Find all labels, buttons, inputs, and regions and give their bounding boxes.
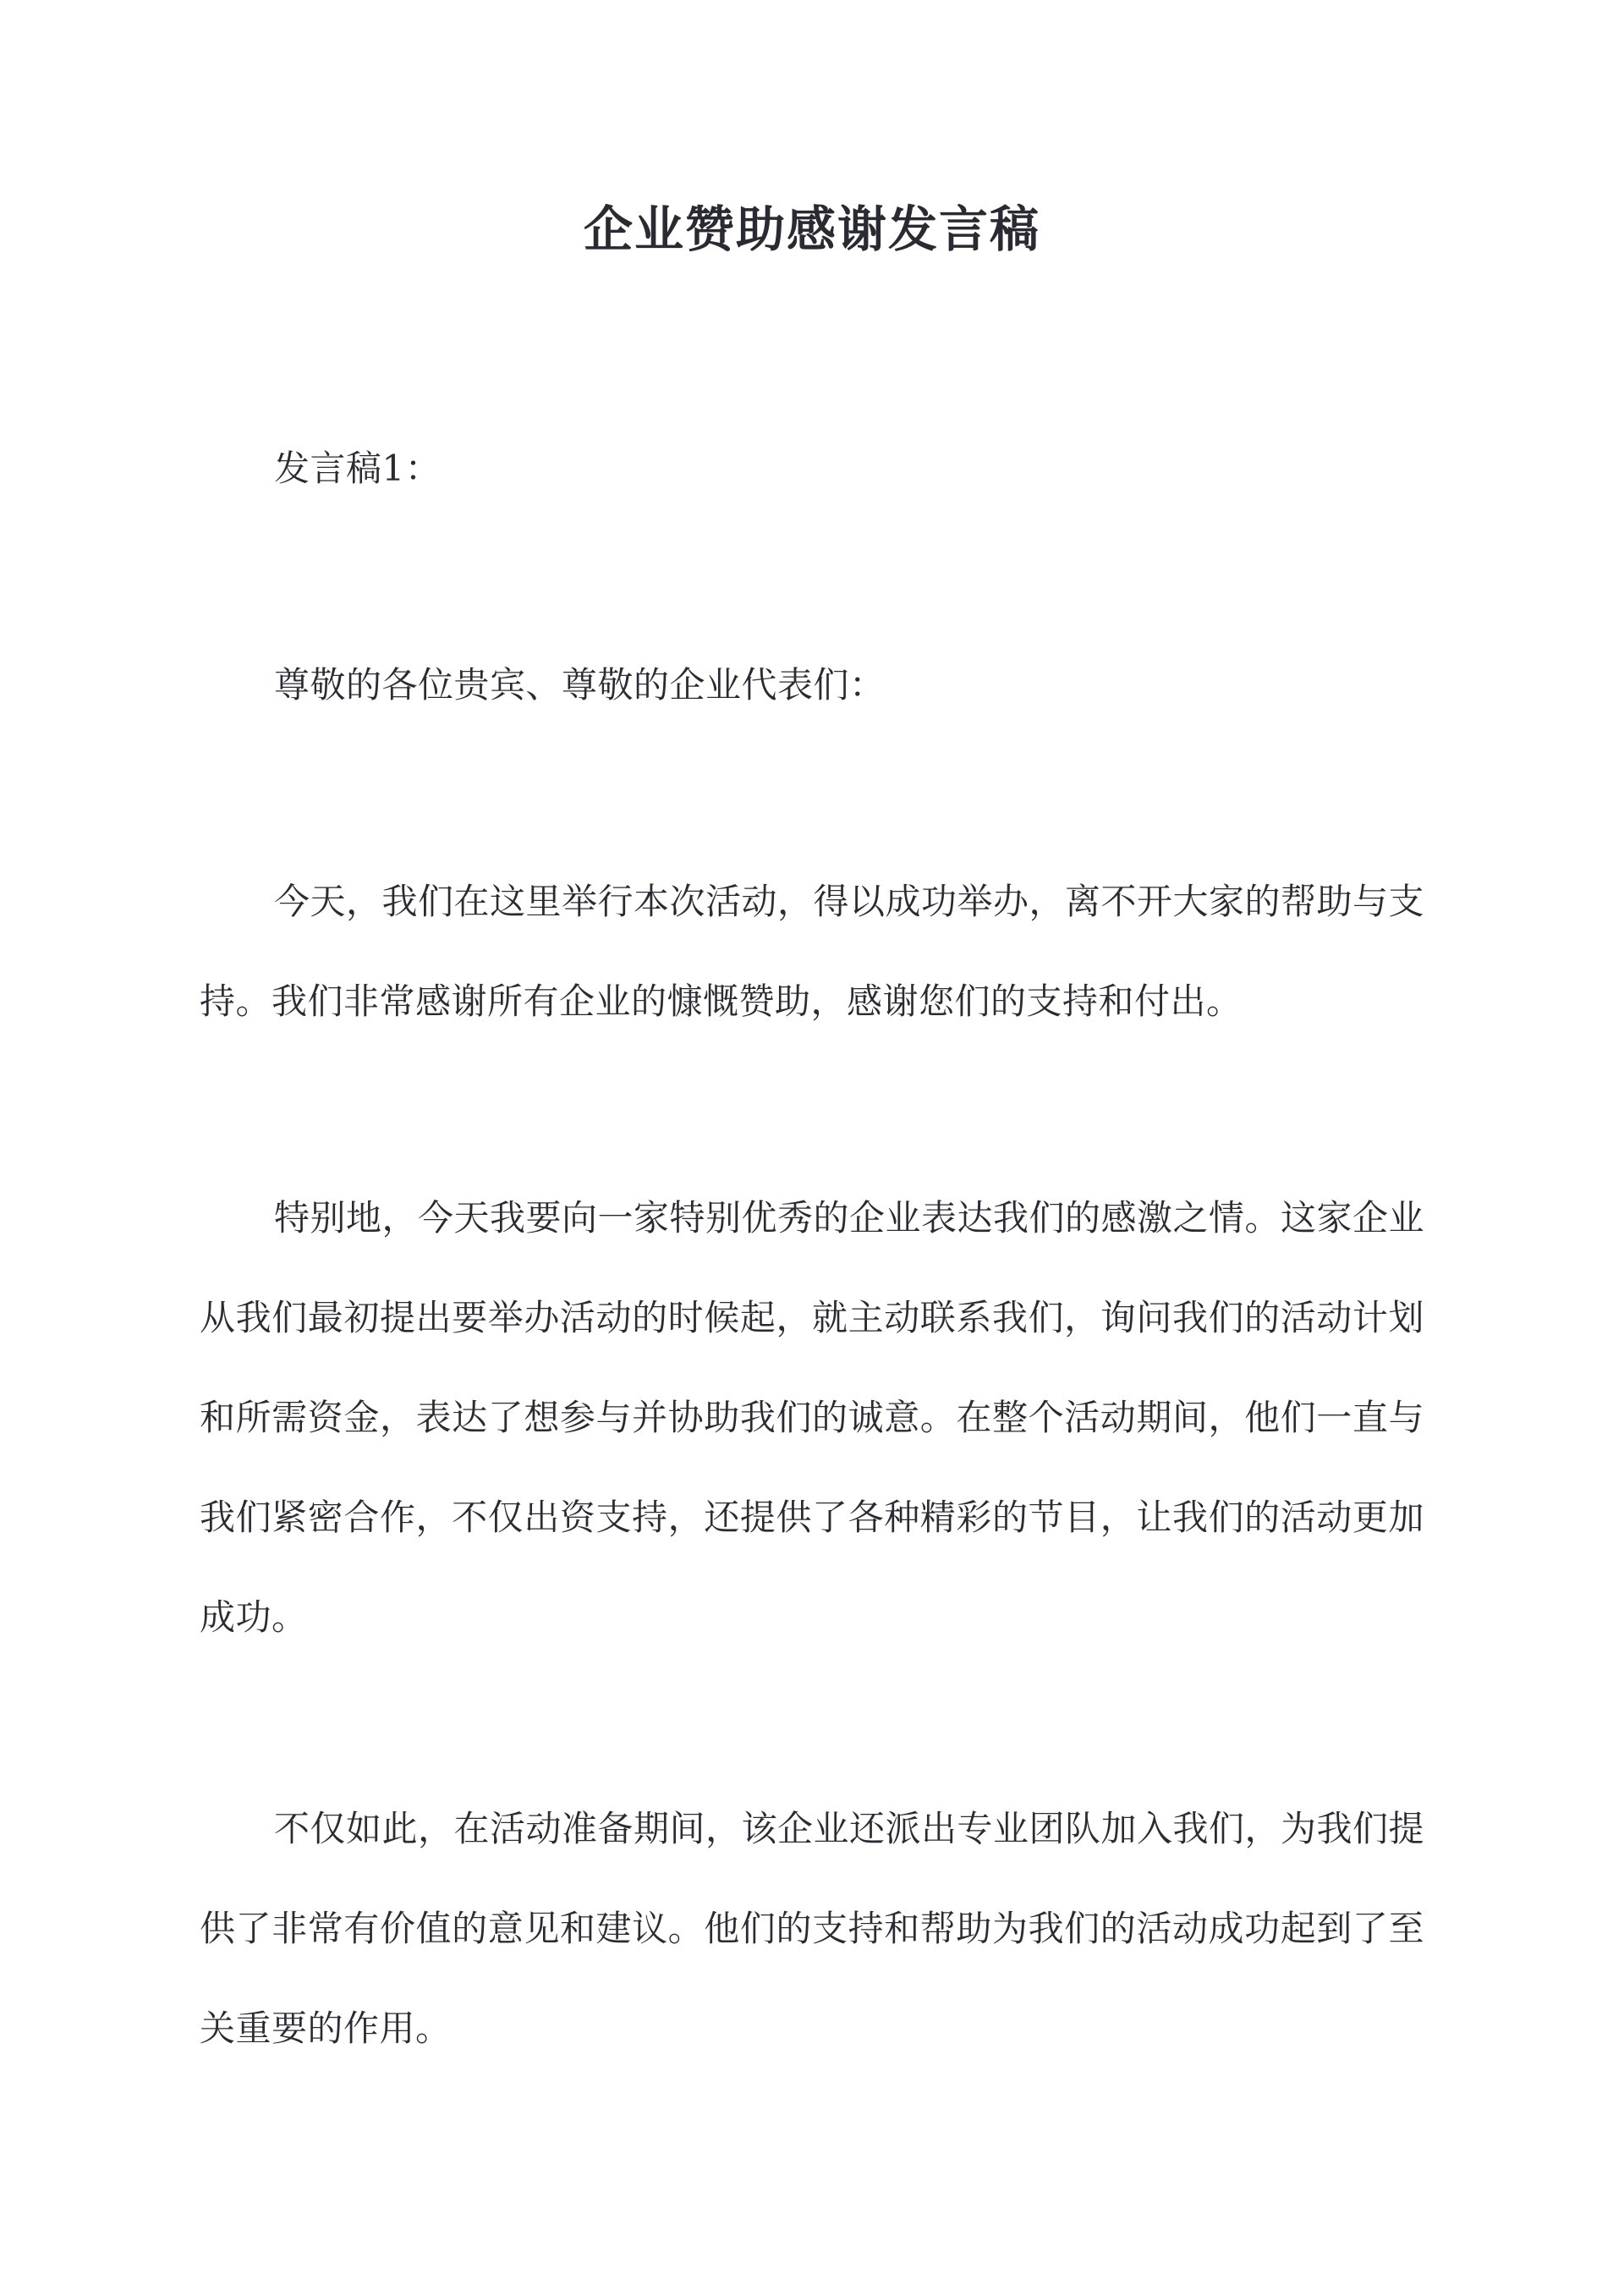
speech-label: 发言稿1： [274, 448, 442, 489]
thanks-paragraph: 今天，我们在这里举行本次活动，得以成功举办，离不开大家的帮助与支持。我们非常感谢所有企业的慷慨赞助，感谢您们的支持和付出。 [200, 881, 1425, 1022]
special-thanks-paragraph: 特别地，今天我要向一家特别优秀的企业表达我们的感激之情。这家企业从我们最初提出要举办活动的时候起，就主动联系我们，询问我们的活动计划和所需资金，表达了想参与并协助我们的诚意。在整个活动期间，他们一直与我们紧密合作，不仅出资支持，还提供了各种精彩的节目，让我们的活动更加成功。 [200, 1197, 1425, 1638]
team-support-paragraph: 不仅如此，在活动准备期间，该企业还派出专业团队加入我们，为我们提供了非常有价值的意见和建议。他们的支持和帮助为我们的活动成功起到了至关重要的作用。 [200, 1808, 1425, 2049]
document-title: 企业赞助感谢发言稿 [583, 200, 1040, 258]
greeting-paragraph: 尊敬的各位贵宾、尊敬的企业代表们： [274, 664, 886, 706]
